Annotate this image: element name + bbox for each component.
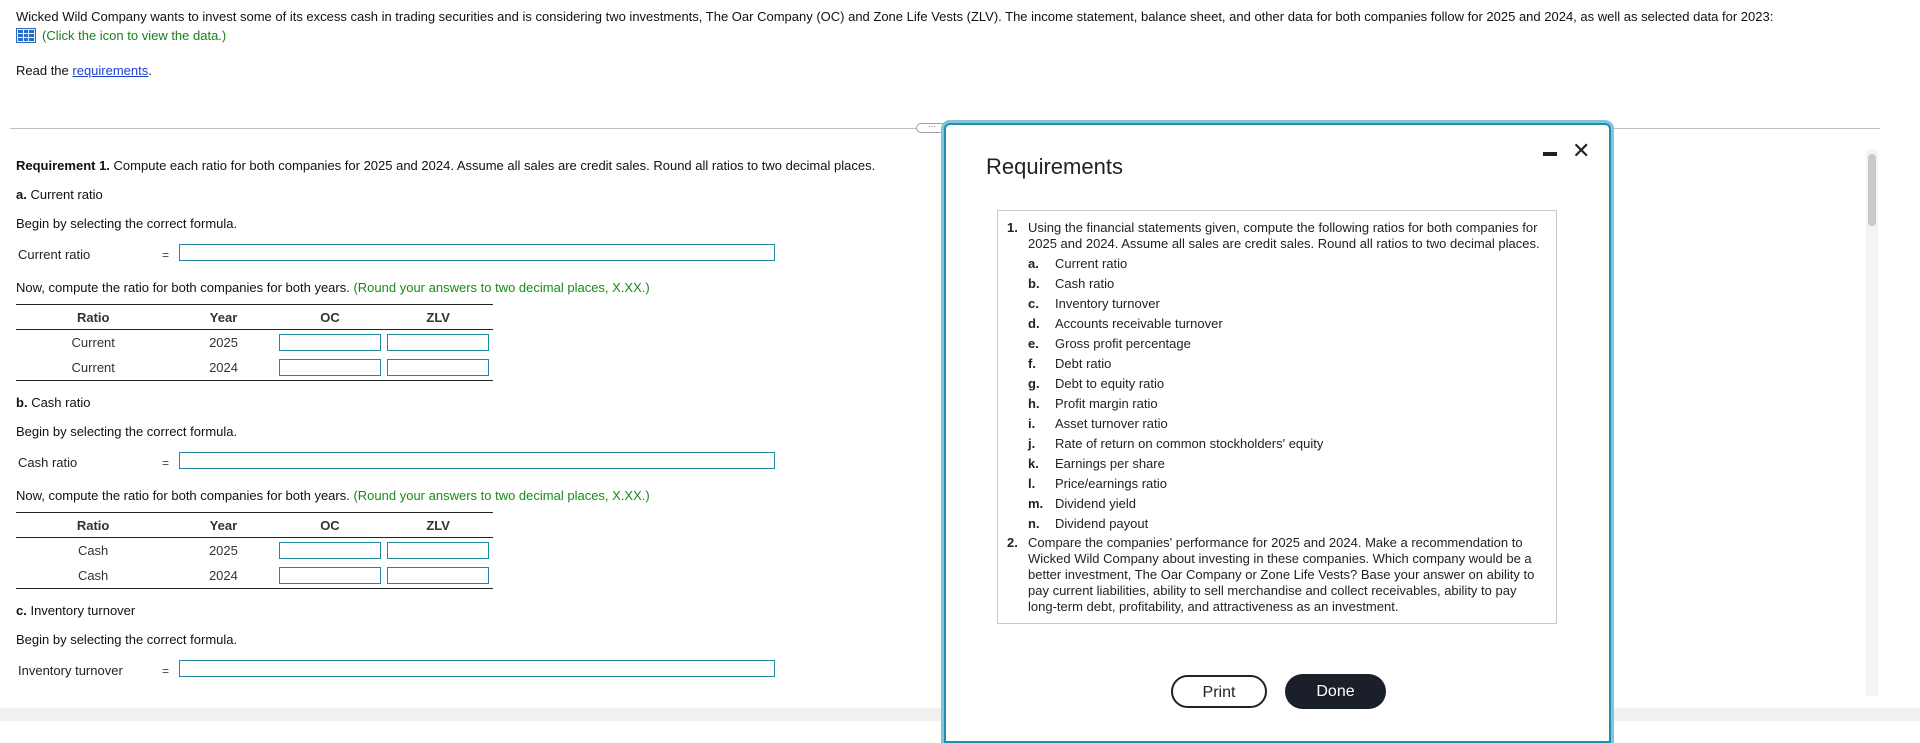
section-b-heading <box>16 395 90 410</box>
col-ratio: Ratio <box>16 513 170 538</box>
requirement-1-heading <box>16 158 875 173</box>
requirements-list <box>997 210 1557 624</box>
zlv-2025-input[interactable] <box>387 542 489 559</box>
oc-2024-input[interactable] <box>279 567 381 584</box>
subitem-text: Asset turnover ratio <box>1055 416 1168 431</box>
section-name: Cash ratio <box>31 395 91 410</box>
section-a-heading <box>16 187 103 202</box>
subitem-text: Gross profit percentage <box>1055 336 1191 351</box>
table-row <box>16 355 493 381</box>
minimize-icon[interactable] <box>1543 152 1557 156</box>
col-zlv: ZLV <box>383 513 493 538</box>
view-data-link[interactable] <box>16 28 226 43</box>
subitem-letter: l. <box>1028 476 1036 491</box>
round-hint: (Round your answers to two decimal places, X.XX.) <box>353 488 650 503</box>
subitem-letter: a. <box>1028 256 1039 271</box>
read-suffix: . <box>148 63 152 78</box>
subitem-text: Current ratio <box>1055 256 1128 271</box>
section-c-heading <box>16 603 135 618</box>
requirement-1-text: Compute each ratio for both companies for 2025 and 2024. Assume all sales are credit sales. Round all ratios to two decimal places. <box>113 158 876 173</box>
table-row <box>16 538 493 564</box>
subitem-text: Debt ratio <box>1055 356 1112 371</box>
oc-2025-input[interactable] <box>279 334 381 351</box>
equals-sign: = <box>162 664 170 678</box>
item-1-line-2: 2025 and 2024. Assume all sales are credit sales. Round all ratios to two decimal places. <box>1028 236 1540 251</box>
col-oc: OC <box>277 513 384 538</box>
item-2-line: Compare the companies' performance for 2025 and 2024. Make a recommendation to <box>1028 535 1523 550</box>
round-hint: (Round your answers to two decimal places, X.XX.) <box>353 280 650 295</box>
row-ratio: Cash <box>77 543 109 558</box>
scrollbar-track[interactable] <box>1866 150 1878 696</box>
item-2-line: Wicked Wild Company about investing in these companies. Which company would be a <box>1028 551 1532 566</box>
compute-instruction <box>16 280 650 295</box>
subitem-letter: k. <box>1028 456 1039 471</box>
row-year: 2024 <box>170 355 276 381</box>
intro-text: Wicked Wild Company wants to invest some of its excess cash in trading securities and is considering two investments, The Oar Company (OC) and Zone Life Vests (ZLV). The income statement, balance sheet, and other data for both companies follow for 2025 and 2024, as well as selected data for 2023: <box>16 9 1774 24</box>
scrollbar-thumb[interactable] <box>1868 154 1876 226</box>
compute-text: Now, compute the ratio for both companies for both years. <box>16 280 350 295</box>
section-letter: c. <box>16 603 27 618</box>
table-row <box>16 330 493 356</box>
done-button[interactable]: Done <box>1285 674 1386 709</box>
compute-text: Now, compute the ratio for both companies for both years. <box>16 488 350 503</box>
row-ratio: Cash <box>16 563 170 589</box>
row-year: 2025 <box>209 335 238 350</box>
subitem-text: Dividend payout <box>1055 516 1149 531</box>
col-ratio: Ratio <box>16 305 170 330</box>
inventory-turnover-formula-select[interactable] <box>179 660 775 677</box>
section-letter: a. <box>16 187 27 202</box>
oc-2025-input[interactable] <box>279 542 381 559</box>
subitem-text: Profit margin ratio <box>1055 396 1158 411</box>
table-data-icon[interactable] <box>16 28 36 43</box>
subitem-letter: j. <box>1028 436 1036 451</box>
zlv-2025-input[interactable] <box>387 334 489 351</box>
col-year: Year <box>170 305 276 330</box>
item-number: 2. <box>1007 535 1018 550</box>
view-data-text[interactable]: (Click the icon to view the data.) <box>42 28 227 43</box>
table-row <box>16 563 493 589</box>
subitem-text: Earnings per share <box>1055 456 1165 471</box>
read-requirements <box>16 63 152 78</box>
subitem-letter: m. <box>1028 496 1044 511</box>
subitem-letter: f. <box>1028 356 1036 371</box>
current-ratio-table <box>16 304 493 381</box>
subitem-letter: n. <box>1028 516 1040 531</box>
read-prefix: Read the <box>16 63 69 78</box>
col-zlv: ZLV <box>383 305 493 330</box>
resize-handle[interactable]: ··· <box>916 123 948 133</box>
begin-instruction: Begin by selecting the correct formula. <box>16 632 238 647</box>
subitem-letter: e. <box>1028 336 1039 351</box>
formula-label: Current ratio <box>18 247 91 262</box>
requirements-link[interactable]: requirements <box>72 63 149 78</box>
requirement-1-label: Requirement 1. <box>16 158 110 173</box>
subitem-text: Debt to equity ratio <box>1055 376 1165 391</box>
equals-sign: = <box>162 456 170 470</box>
col-oc: OC <box>277 305 384 330</box>
subitem-letter: i. <box>1028 416 1036 431</box>
begin-instruction: Begin by selecting the correct formula. <box>16 216 238 231</box>
zlv-2024-input[interactable] <box>387 359 489 376</box>
subitem-text: Inventory turnover <box>1055 296 1160 311</box>
col-year: Year <box>170 513 276 538</box>
current-ratio-formula-select[interactable] <box>179 244 775 261</box>
row-year: 2024 <box>170 563 276 589</box>
section-name: Current ratio <box>30 187 103 202</box>
item-2-line: better investment, The Oar Company or Zone Life Vests? Base your answer on ability to <box>1028 567 1535 582</box>
row-ratio: Current <box>16 355 170 381</box>
item-number: 1. <box>1007 220 1018 235</box>
row-ratio: Current <box>71 335 115 350</box>
begin-instruction: Begin by selecting the correct formula. <box>16 424 238 439</box>
compute-instruction <box>16 488 650 503</box>
section-letter: b. <box>16 395 28 410</box>
modal-title: Requirements <box>986 154 1123 179</box>
subitem-text: Rate of return on common stockholders' equity <box>1055 436 1324 451</box>
section-name: Inventory turnover <box>30 603 136 618</box>
zlv-2024-input[interactable] <box>387 567 489 584</box>
formula-label: Inventory turnover <box>18 663 123 678</box>
subitem-letter: b. <box>1028 276 1040 291</box>
row-year: 2025 <box>208 543 238 558</box>
subitem-letter: h. <box>1028 396 1040 411</box>
close-icon[interactable]: ✕ <box>1572 138 1591 163</box>
subitem-text: Price/earnings ratio <box>1055 476 1167 491</box>
print-button[interactable]: Print <box>1171 675 1267 708</box>
item-2-line: pay current liabilities, ability to sell merchandise and collect receivables, ability to pay <box>1028 583 1517 598</box>
subitem-text: Dividend yield <box>1055 496 1136 511</box>
equals-sign: = <box>162 248 170 262</box>
subitem-text: Accounts receivable turnover <box>1055 316 1223 331</box>
cash-ratio-table <box>16 512 493 589</box>
subitem-letter: c. <box>1028 296 1039 311</box>
subitem-letter: d. <box>1028 316 1040 331</box>
subitem-letter: g. <box>1028 376 1040 391</box>
formula-label: Cash ratio <box>18 455 78 470</box>
oc-2024-input[interactable] <box>279 359 381 376</box>
subitem-text: Cash ratio <box>1055 276 1115 291</box>
item-1-line-1: Using the financial statements given, compute the following ratios for both companies for <box>1028 220 1538 235</box>
cash-ratio-formula-select[interactable] <box>179 452 775 469</box>
item-2-line: long-term debt, profitability, and attractiveness as an investment. <box>1028 599 1399 614</box>
